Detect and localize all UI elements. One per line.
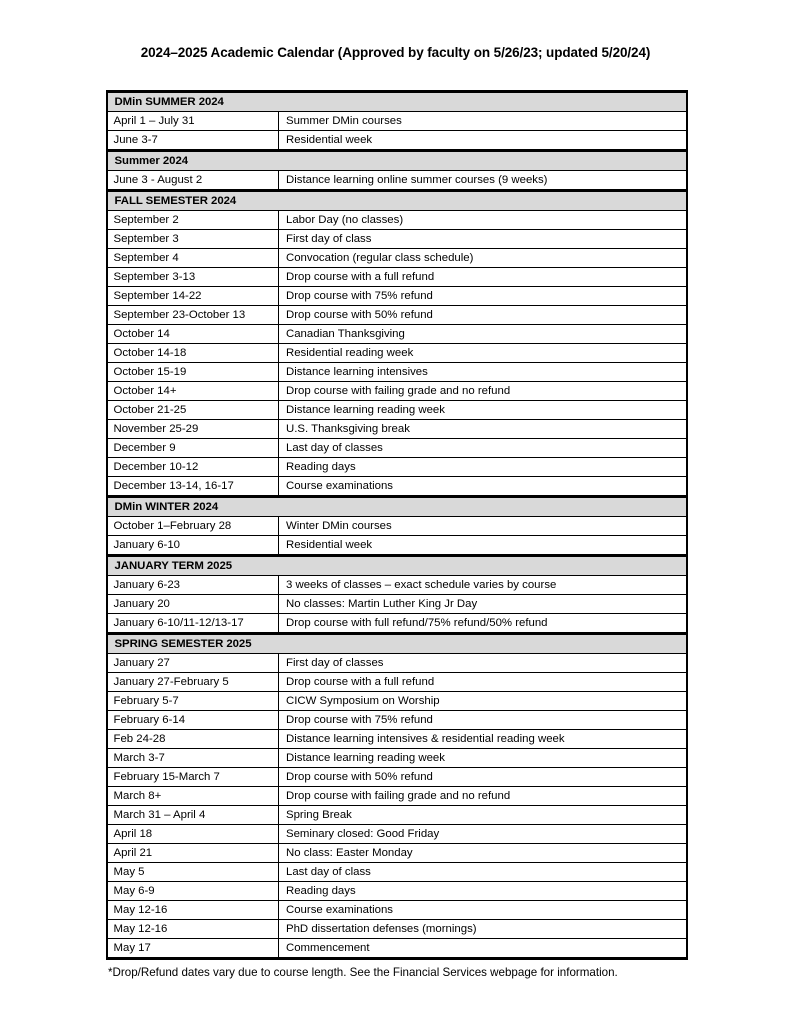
calendar-date-cell: January 6-23 <box>107 576 279 595</box>
calendar-date-cell: October 14+ <box>107 382 279 401</box>
calendar-date-cell: May 12-16 <box>107 901 279 920</box>
table-row <box>107 863 687 882</box>
section-heading: JANUARY TERM 2025 <box>107 556 687 576</box>
calendar-description-cell: Distance learning reading week <box>279 401 687 420</box>
calendar-date-cell: December 9 <box>107 439 279 458</box>
calendar-description-cell: Last day of classes <box>279 439 687 458</box>
calendar-date-cell: March 3-7 <box>107 749 279 768</box>
table-row <box>107 131 687 151</box>
table-row <box>107 306 687 325</box>
section-heading: SPRING SEMESTER 2025 <box>107 634 687 654</box>
calendar-description-cell: Drop course with a full refund <box>279 268 687 287</box>
calendar-body <box>107 92 687 959</box>
table-row <box>107 844 687 863</box>
table-row <box>107 325 687 344</box>
calendar-description-cell: Reading days <box>279 882 687 901</box>
calendar-description-cell: Spring Break <box>279 806 687 825</box>
calendar-description-cell: Convocation (regular class schedule) <box>279 249 687 268</box>
calendar-section-header-row <box>107 634 687 654</box>
section-heading: DMin WINTER 2024 <box>107 497 687 517</box>
calendar-description-cell: Winter DMin courses <box>279 517 687 536</box>
calendar-date-cell: June 3 - August 2 <box>107 171 279 191</box>
calendar-section-header-row <box>107 556 687 576</box>
calendar-date-cell: December 10-12 <box>107 458 279 477</box>
calendar-section-header-row <box>107 92 687 112</box>
table-row <box>107 595 687 614</box>
calendar-description-cell: Canadian Thanksgiving <box>279 325 687 344</box>
calendar-date-cell: June 3-7 <box>107 131 279 151</box>
calendar-date-cell: May 12-16 <box>107 920 279 939</box>
calendar-date-cell: February 15-March 7 <box>107 768 279 787</box>
table-row <box>107 477 687 497</box>
calendar-date-cell: September 23-October 13 <box>107 306 279 325</box>
calendar-description-cell: U.S. Thanksgiving break <box>279 420 687 439</box>
table-row <box>107 825 687 844</box>
table-row <box>107 806 687 825</box>
table-row <box>107 576 687 595</box>
calendar-description-cell: Residential week <box>279 536 687 556</box>
calendar-description-cell: No class: Easter Monday <box>279 844 687 863</box>
table-row <box>107 112 687 131</box>
calendar-description-cell: Drop course with 50% refund <box>279 768 687 787</box>
table-row <box>107 420 687 439</box>
table-row <box>107 614 687 634</box>
table-row <box>107 768 687 787</box>
calendar-description-cell: Drop course with failing grade and no refund <box>279 382 687 401</box>
calendar-description-cell: Distance learning intensives <box>279 363 687 382</box>
table-row <box>107 230 687 249</box>
section-heading: FALL SEMESTER 2024 <box>107 191 687 211</box>
calendar-section-header-row <box>107 191 687 211</box>
table-row <box>107 536 687 556</box>
page-title: 2024–2025 Academic Calendar (Approved by faculty on 5/26/23; updated 5/20/24) <box>140 45 651 60</box>
calendar-description-cell: PhD dissertation defenses (mornings) <box>279 920 687 939</box>
table-row <box>107 439 687 458</box>
table-row <box>107 249 687 268</box>
calendar-description-cell: Drop course with 75% refund <box>279 287 687 306</box>
table-row <box>107 901 687 920</box>
table-row <box>107 920 687 939</box>
calendar-description-cell: 3 weeks of classes – exact schedule varies by course <box>279 576 687 595</box>
table-row <box>107 882 687 901</box>
academic-calendar-table <box>106 90 688 960</box>
table-row <box>107 749 687 768</box>
calendar-description-cell: Drop course with full refund/75% refund/50% refund <box>279 614 687 634</box>
calendar-date-cell: Feb 24-28 <box>107 730 279 749</box>
table-row <box>107 458 687 477</box>
table-row <box>107 211 687 230</box>
calendar-description-cell: Course examinations <box>279 901 687 920</box>
calendar-description-cell: Distance learning online summer courses (9 weeks) <box>279 171 687 191</box>
calendar-date-cell: October 1–February 28 <box>107 517 279 536</box>
table-row <box>107 654 687 673</box>
calendar-description-cell: Residential reading week <box>279 344 687 363</box>
calendar-description-cell: Commencement <box>279 939 687 959</box>
calendar-date-cell: January 27 <box>107 654 279 673</box>
calendar-description-cell: First day of class <box>279 230 687 249</box>
calendar-date-cell: May 5 <box>107 863 279 882</box>
calendar-date-cell: January 27-February 5 <box>107 673 279 692</box>
calendar-description-cell: Residential week <box>279 131 687 151</box>
calendar-description-cell: Drop course with failing grade and no refund <box>279 787 687 806</box>
calendar-date-cell: January 6-10/11-12/13-17 <box>107 614 279 634</box>
table-row <box>107 673 687 692</box>
calendar-date-cell: March 8+ <box>107 787 279 806</box>
section-heading: Summer 2024 <box>107 151 687 171</box>
calendar-description-cell: Seminary closed: Good Friday <box>279 825 687 844</box>
calendar-description-cell: First day of classes <box>279 654 687 673</box>
table-row <box>107 382 687 401</box>
calendar-description-cell: Drop course with 75% refund <box>279 711 687 730</box>
calendar-date-cell: November 25-29 <box>107 420 279 439</box>
calendar-date-cell: September 3-13 <box>107 268 279 287</box>
calendar-date-cell: December 13-14, 16-17 <box>107 477 279 497</box>
calendar-date-cell: January 6-10 <box>107 536 279 556</box>
calendar-date-cell: September 4 <box>107 249 279 268</box>
calendar-description-cell: Course examinations <box>279 477 687 497</box>
calendar-date-cell: October 21-25 <box>107 401 279 420</box>
calendar-date-cell: September 3 <box>107 230 279 249</box>
calendar-description-cell: Summer DMin courses <box>279 112 687 131</box>
table-row <box>107 939 687 959</box>
calendar-date-cell: April 1 – July 31 <box>107 112 279 131</box>
calendar-description-cell: Labor Day (no classes) <box>279 211 687 230</box>
table-row <box>107 171 687 191</box>
calendar-section-header-row <box>107 497 687 517</box>
calendar-date-cell: May 17 <box>107 939 279 959</box>
calendar-date-cell: February 6-14 <box>107 711 279 730</box>
table-row <box>107 363 687 382</box>
table-row <box>107 344 687 363</box>
table-row <box>107 287 687 306</box>
calendar-description-cell: Last day of class <box>279 863 687 882</box>
academic-calendar-table-wrapper <box>106 90 686 960</box>
calendar-description-cell: Drop course with a full refund <box>279 673 687 692</box>
calendar-date-cell: October 14-18 <box>107 344 279 363</box>
table-row <box>107 692 687 711</box>
calendar-description-cell: Distance learning reading week <box>279 749 687 768</box>
table-row <box>107 517 687 536</box>
calendar-description-cell: Distance learning intensives & residential reading week <box>279 730 687 749</box>
calendar-date-cell: April 21 <box>107 844 279 863</box>
calendar-description-cell: No classes: Martin Luther King Jr Day <box>279 595 687 614</box>
calendar-date-cell: September 2 <box>107 211 279 230</box>
calendar-date-cell: April 18 <box>107 825 279 844</box>
calendar-date-cell: March 31 – April 4 <box>107 806 279 825</box>
table-row <box>107 711 687 730</box>
calendar-date-cell: January 20 <box>107 595 279 614</box>
table-row <box>107 730 687 749</box>
calendar-description-cell: Drop course with 50% refund <box>279 306 687 325</box>
footnote: *Drop/Refund dates vary due to course length. See the Financial Services webpage for information. <box>108 966 618 979</box>
calendar-description-cell: CICW Symposium on Worship <box>279 692 687 711</box>
table-row <box>107 401 687 420</box>
calendar-description-cell: Reading days <box>279 458 687 477</box>
calendar-section-header-row <box>107 151 687 171</box>
table-row <box>107 268 687 287</box>
table-row <box>107 787 687 806</box>
calendar-date-cell: October 15-19 <box>107 363 279 382</box>
calendar-date-cell: September 14-22 <box>107 287 279 306</box>
calendar-date-cell: October 14 <box>107 325 279 344</box>
section-heading: DMin SUMMER 2024 <box>107 92 687 112</box>
calendar-date-cell: February 5-7 <box>107 692 279 711</box>
calendar-date-cell: May 6-9 <box>107 882 279 901</box>
